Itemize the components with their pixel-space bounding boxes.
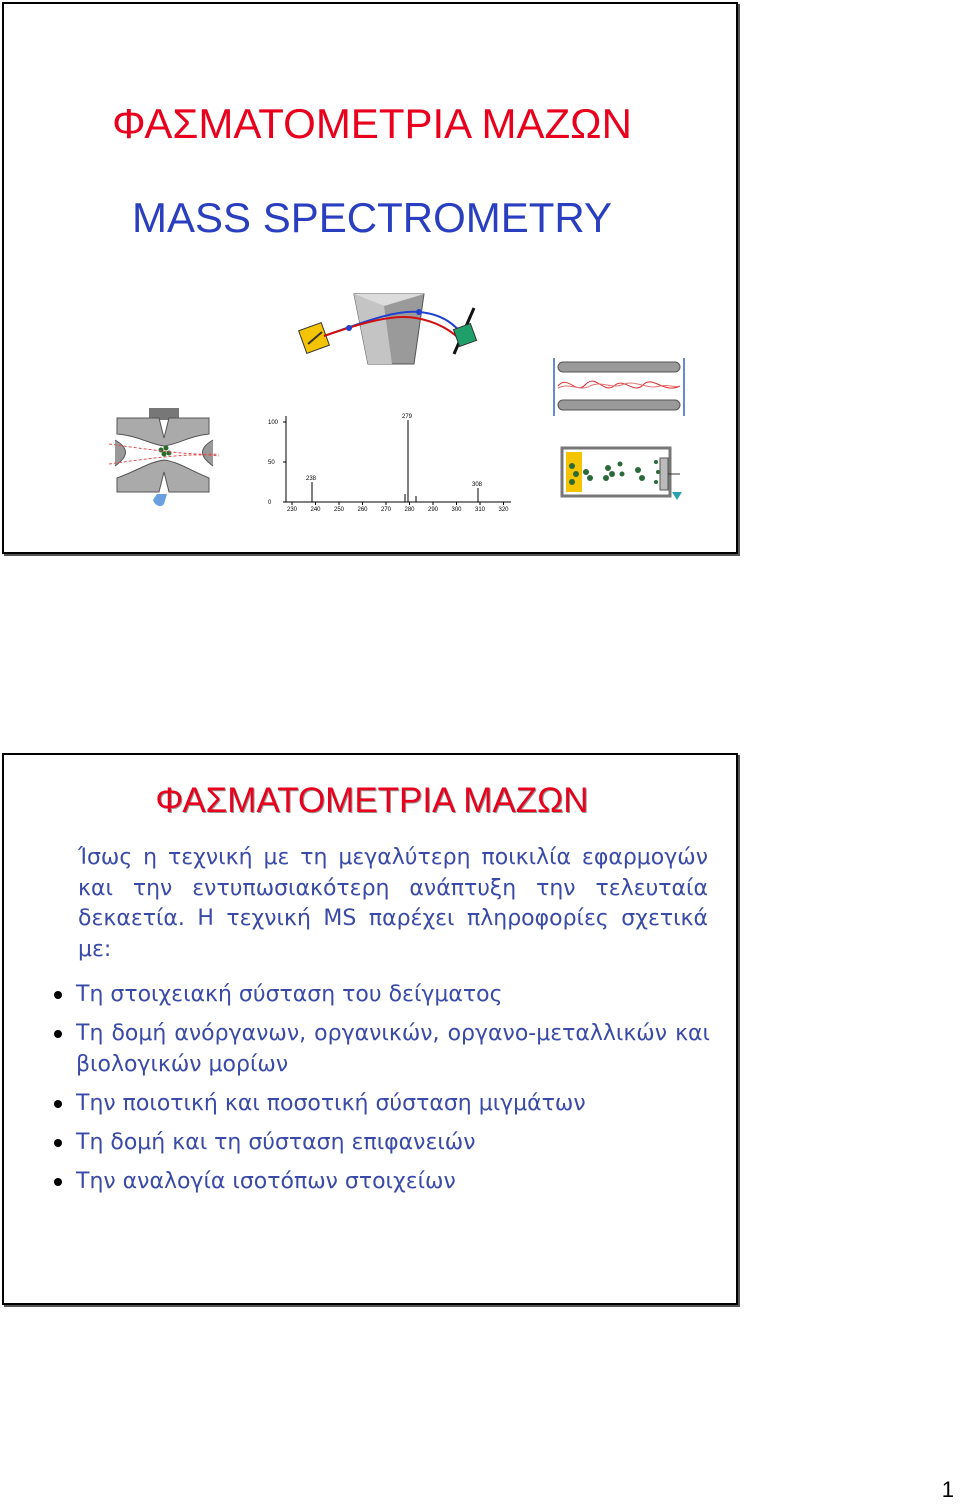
- spectrum-x-tick-label: 310: [475, 507, 486, 513]
- spectrum-x-tick-label: 240: [310, 507, 321, 513]
- page-number: 1: [941, 1477, 954, 1502]
- time-of-flight-illustration: [560, 444, 684, 504]
- slide-2-bullet-list: [54, 979, 710, 1205]
- bullet-dot-icon: [54, 1030, 62, 1038]
- bullet-item: [54, 979, 710, 1010]
- spectrum-x-tick-label: 250: [334, 507, 345, 513]
- slide-2-intro: Ίσως η τεχνική με τη μεγαλύτερη ποικιλία εφαρμογών και την εντυπωσιακότερη ανάπτυξη την τελευταία δεκαετία. Η τεχνική MS παρέχει πληροφορίες σχετικά με:: [78, 845, 708, 962]
- bullet-item: [54, 1018, 710, 1080]
- bullet-text: Την αναλογία ισοτόπων στοιχείων: [76, 1169, 456, 1194]
- quadrupole-illustration: [550, 356, 688, 418]
- spectrum-x-tick-label: 230: [287, 507, 298, 513]
- slide-1: [2, 2, 738, 554]
- slide-1-title-greek: ΦΑΣΜΑΤΟΜΕΤΡΙΑ ΜΑΖΩΝ: [112, 100, 632, 147]
- spectrum-x-tick-label: 320: [498, 507, 509, 513]
- magnetic-sector-illustration: [294, 284, 484, 374]
- bullet-item: [54, 1127, 710, 1158]
- spectrum-y-tick-label: 0: [268, 500, 272, 506]
- spectrum-y-tick-label: 100: [268, 420, 279, 426]
- bullet-item: [54, 1088, 710, 1119]
- ion-trap-illustration: [109, 404, 219, 509]
- slide-2: [2, 753, 738, 1305]
- spectrum-x-tick-label: 300: [451, 507, 462, 513]
- bullet-item: [54, 1166, 710, 1197]
- bullet-dot-icon: [54, 1178, 62, 1186]
- spectrum-y-tick-label: 50: [268, 460, 275, 466]
- spectrum-x-tick-label: 280: [404, 507, 415, 513]
- slide-1-title-english: MASS SPECTROMETRY: [132, 194, 612, 241]
- spectrum-x-tick-label: 260: [357, 507, 368, 513]
- peak-label-238: 238: [306, 476, 317, 482]
- spectrum-x-tick-label: 270: [381, 507, 392, 513]
- bullet-dot-icon: [54, 1139, 62, 1147]
- bullet-dot-icon: [54, 991, 62, 999]
- peak-label-279: 279: [402, 414, 413, 420]
- mass-spectrum-plot: [266, 408, 516, 514]
- bullet-text: Τη στοιχειακή σύσταση του δείγματος: [76, 982, 503, 1007]
- spectrum-x-tick-label: 290: [428, 507, 439, 513]
- bullet-text: Τη δομή ανόργανων, οργανικών, οργανο-μεταλλικών και βιολογικών μορίων: [76, 1021, 710, 1077]
- bullet-dot-icon: [54, 1100, 62, 1108]
- bullet-text: Τη δομή και τη σύσταση επιφανειών: [76, 1130, 476, 1155]
- slide-2-title: ΦΑΣΜΑΤΟΜΕΤΡΙΑ ΜΑΖΩΝ: [155, 781, 589, 820]
- peak-label-308: 308: [472, 482, 483, 488]
- bullet-text: Την ποιοτική και ποσοτική σύσταση μιγμάτων: [76, 1091, 586, 1116]
